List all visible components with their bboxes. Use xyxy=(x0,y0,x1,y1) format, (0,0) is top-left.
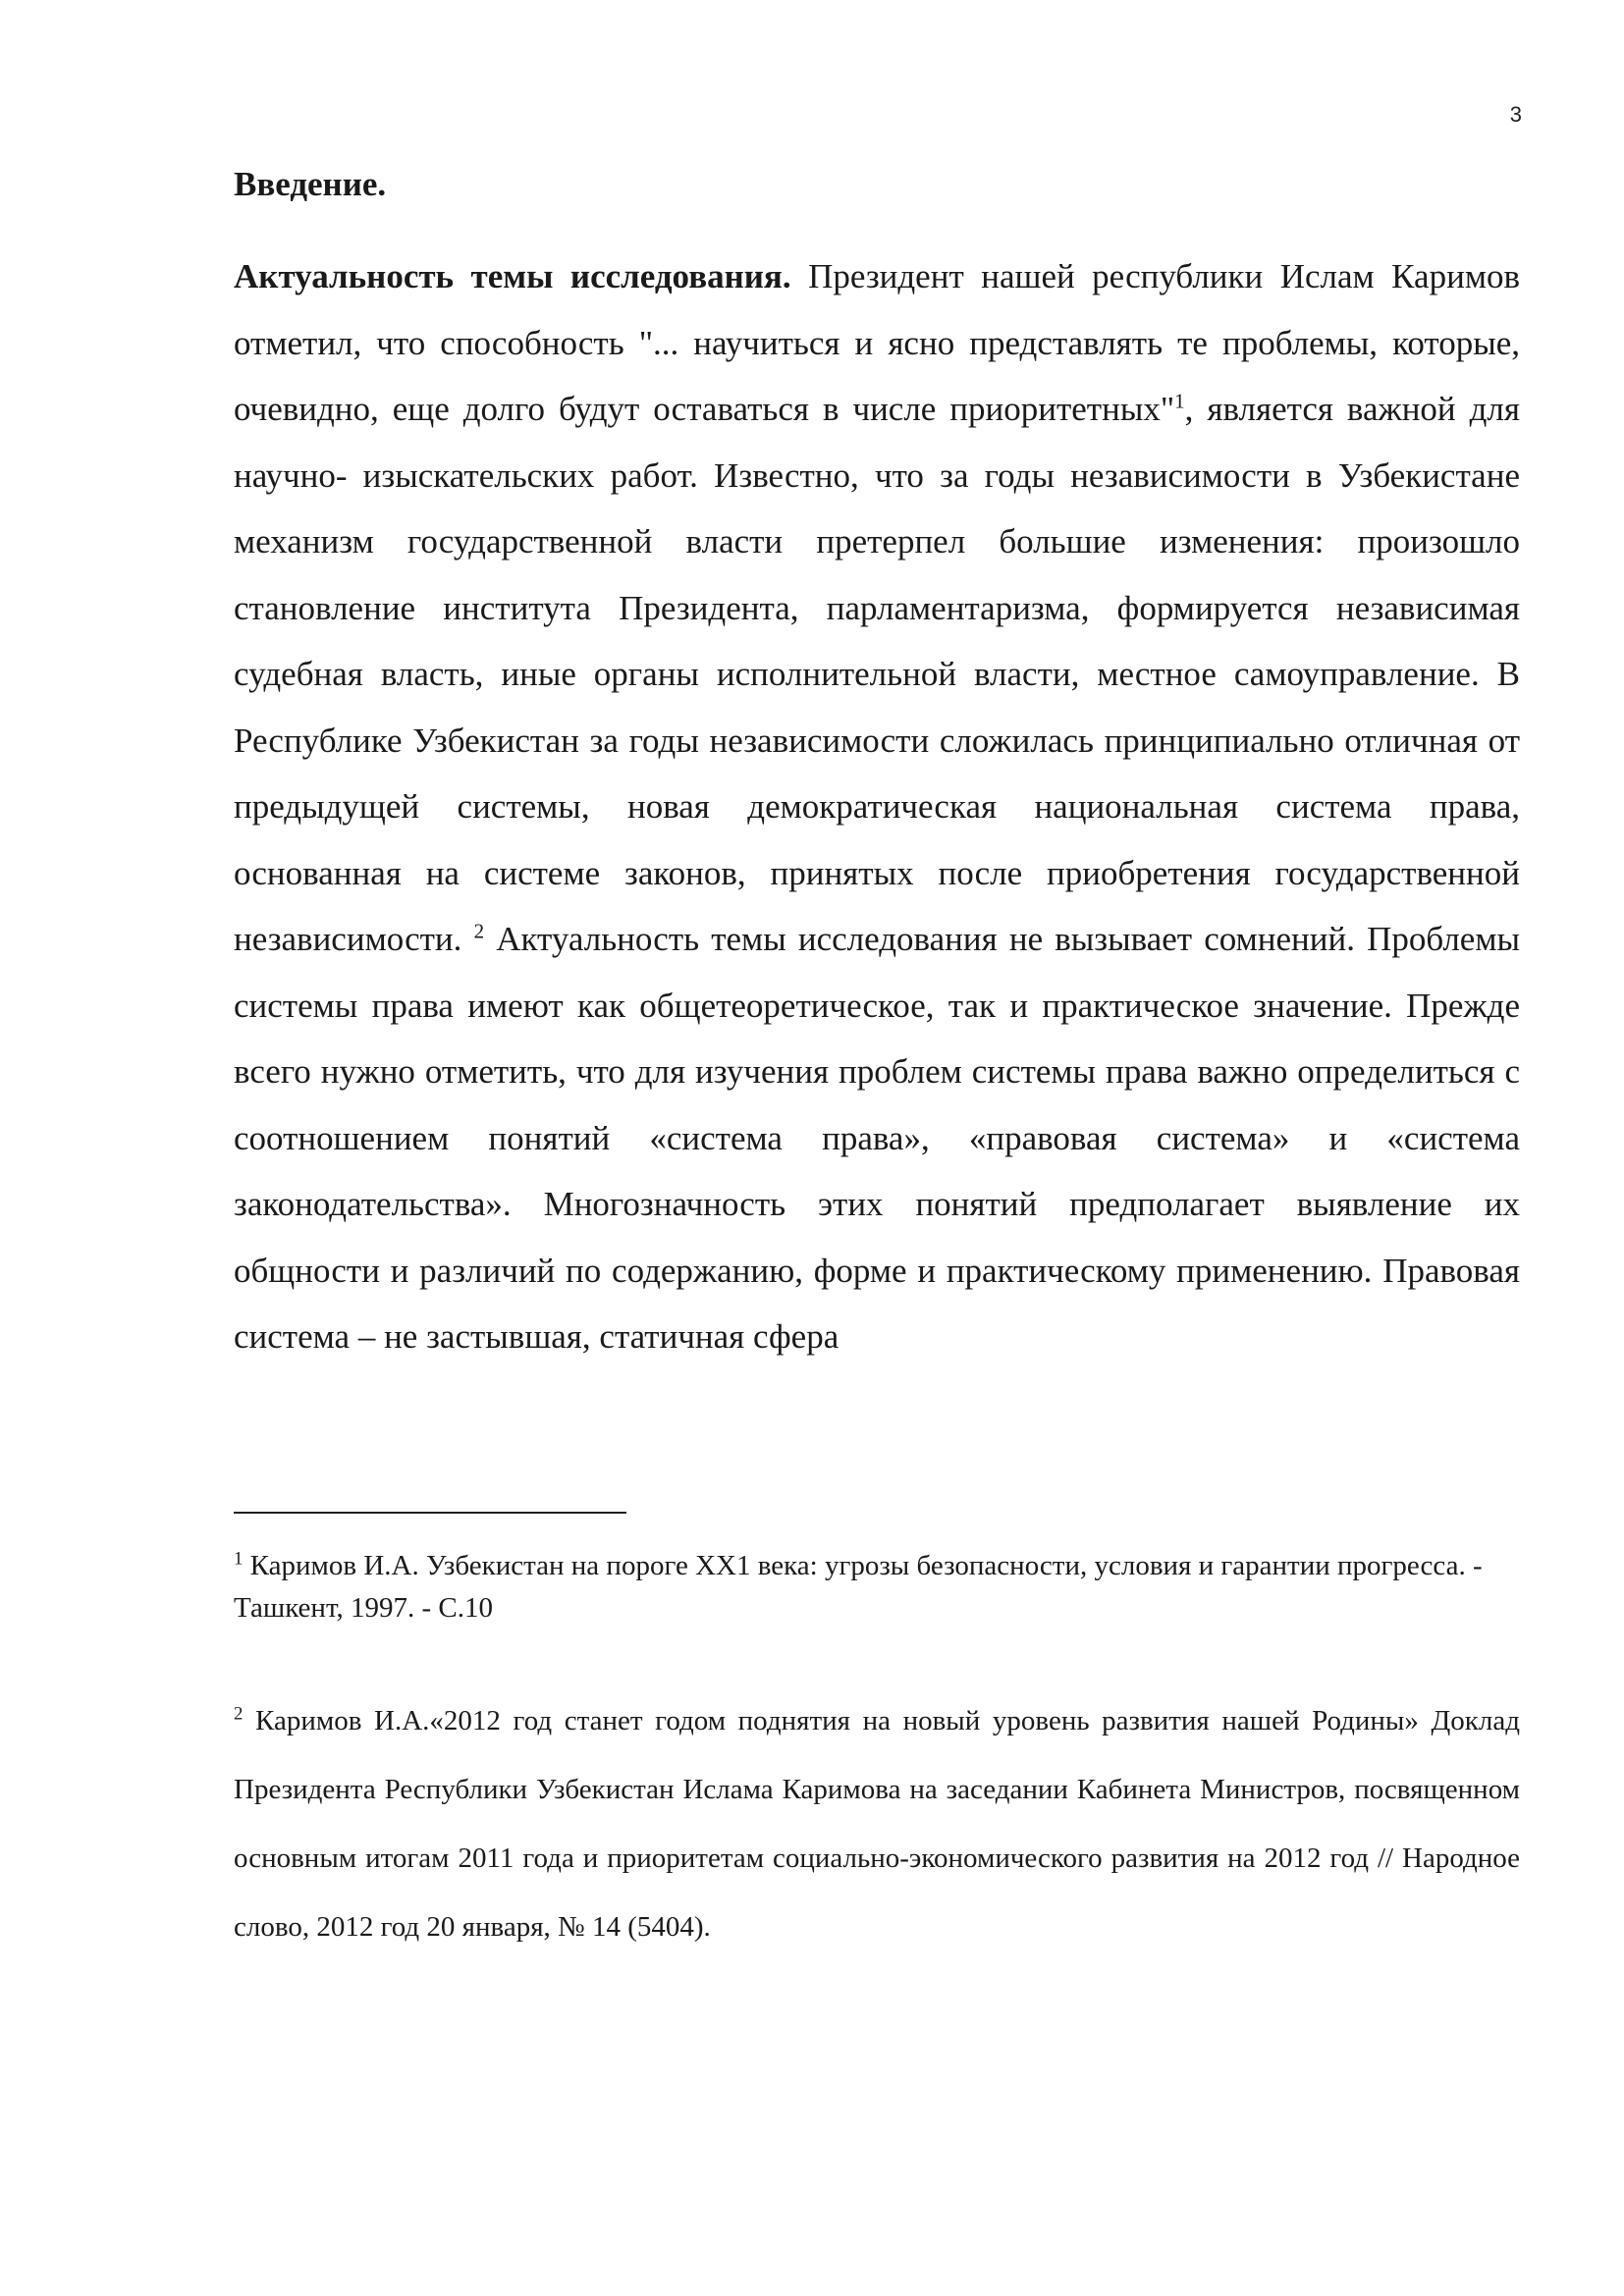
footnote-2 xyxy=(234,1686,1520,1961)
paragraph-text-1: Президент нашей республики Ислам Каримов отметил, что способность "... научиться и ясно представлять те проблемы, которые, очевидно, еще долго будут оставаться в числе приоритетных" xyxy=(234,257,1520,428)
paragraph-text-3: Актуальность темы исследования не вызывает сомнений. Проблемы системы права имеют как общетеоретическое, так и практическое значение. Прежде всего нужно отметить, что для изучения проблем системы права важно определиться с соотношением понятий «система права», «правовая система» и «система законодательства». Многозначность этих понятий предполагает выявление их общности и различий по содержанию, форме и практическому применению. Правовая система – не застывшая, статичная сфера xyxy=(234,920,1520,1356)
paragraph-text-2: , является важной для научно- изыскательских работ. Известно, что за годы независимости в Узбекистане механизм государственной власти претерпел большие изменения: произошло становление института Президента, парламентаризма, формируется независимая судебная власть, иные органы исполнительной власти, местное самоуправление. В Республике Узбекистан за годы независимости сложилась принципиально отличная от предыдущей системы, новая демократическая национальная система права, основанная на системе законов, принятых после приобретения государственной независимости. xyxy=(234,390,1520,958)
section-heading: Введение. xyxy=(234,165,387,203)
footnote-1-mark: 1 xyxy=(234,1548,244,1570)
footnote-ref-1: 1 xyxy=(1174,389,1185,413)
footnote-2-text: Каримов И.А.«2012 год станет годом поднятия на новый уровень развития нашей Родины» Доклад Президента Республики Узбекистан Ислама Каримова на заседании Кабинета Министров, посвященном основным итогам 2011 года и приоритетам социально-экономического развития на 2012 год // Народное слово, 2012 год 20 января, № 14 (5404). xyxy=(234,1705,1520,1943)
footnote-1-text: Каримов И.А. Узбекистан на пороге XX1 века: угрозы безопасности, условия и гарантии прогресса. - Ташкент, 1997. - С.10 xyxy=(234,1550,1483,1624)
paragraph-lead: Актуальность темы исследования. xyxy=(234,257,791,295)
footnote-2-mark: 2 xyxy=(234,1703,244,1725)
footnote-ref-2: 2 xyxy=(473,919,485,943)
body-paragraph xyxy=(234,243,1520,1370)
footnote-separator xyxy=(234,1512,626,1514)
footnote-1 xyxy=(234,1545,1520,1629)
page-number: 3 xyxy=(1509,102,1522,127)
